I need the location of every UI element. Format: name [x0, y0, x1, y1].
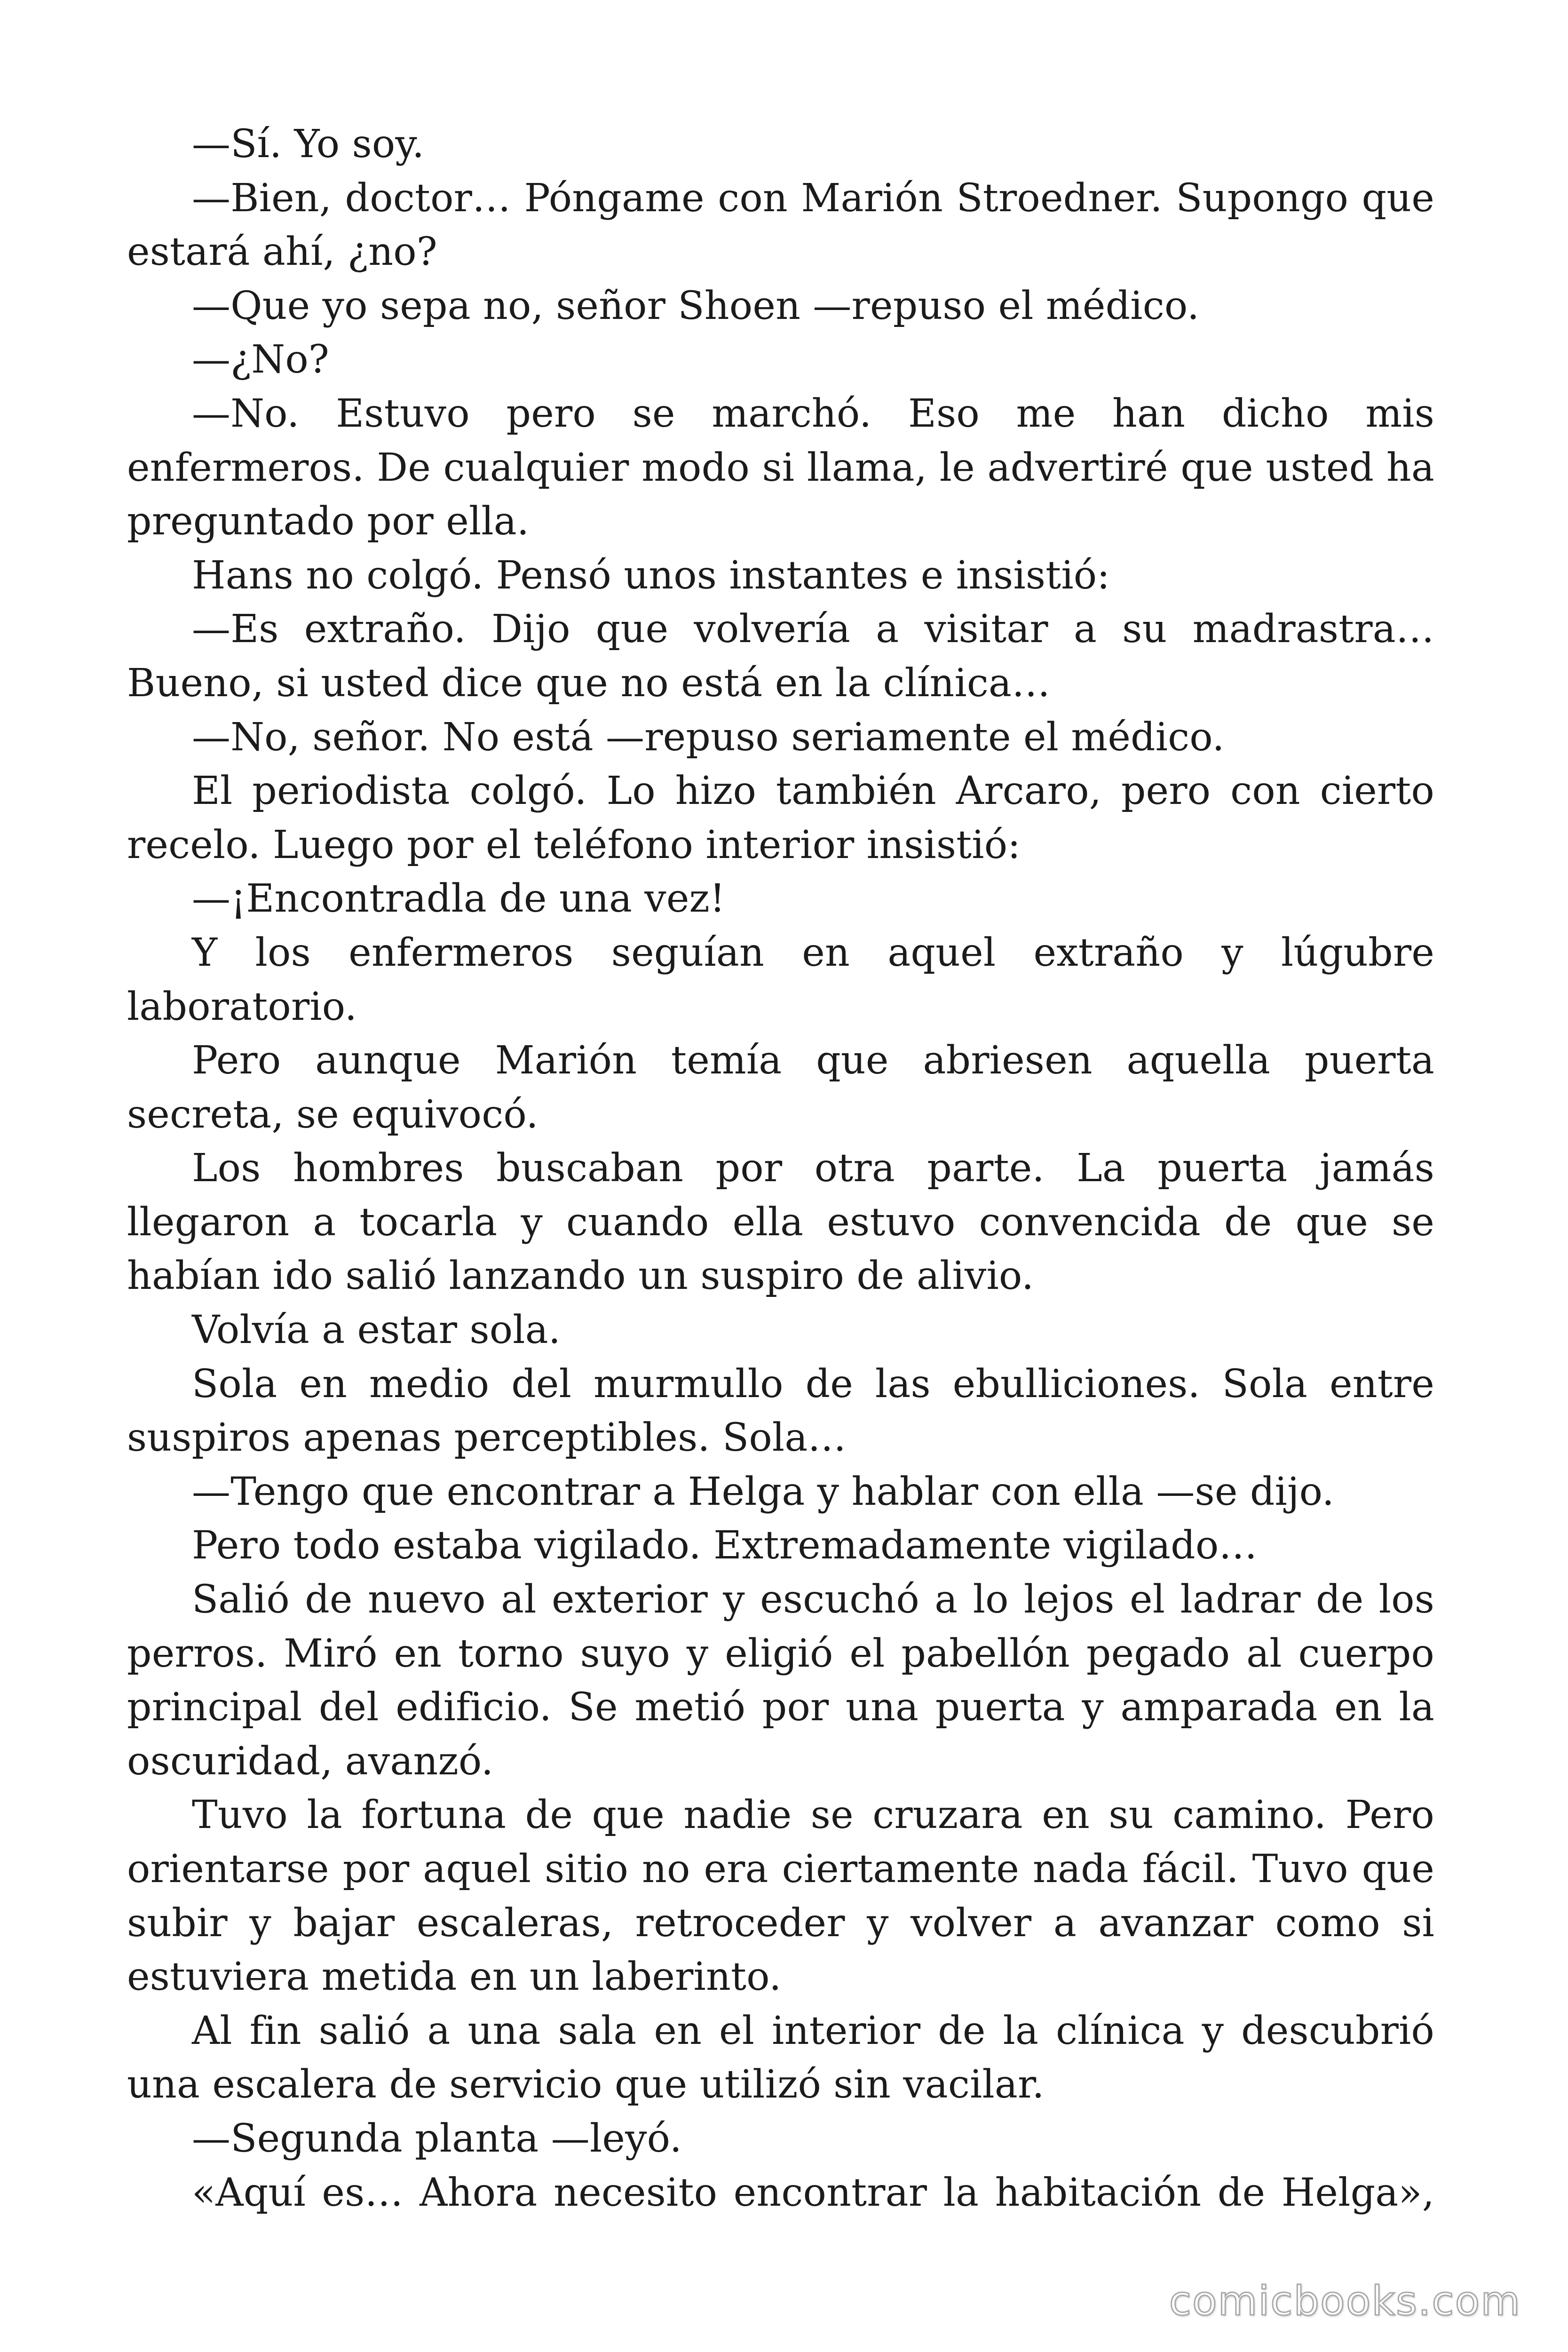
paragraph-16: —Tengo que encontrar a Helga y hablar con ella —se dijo. — [192, 1469, 1334, 1514]
paragraph-6: Hans no colgó. Pensó unos instantes e insistió: — [192, 553, 1110, 598]
paragraph-21: —Segunda planta —leyó. — [192, 2116, 682, 2161]
paragraph-10: —¡Encontradla de una vez! — [192, 876, 726, 922]
paragraph-18: Salió de nuevo al exterior y escuchó a lo lejos el ladrar de los perros. Miró en torno suyo y eligió el pabellón pegado al cuerpo principal del edificio. Se metió por una puerta y amparada en la oscuridad, avanzó. — [127, 1577, 1434, 1784]
paragraph-12: Pero aunque Marión temía que abriesen aquella puerta secreta, se equivocó. — [127, 1038, 1434, 1137]
paragraph-11: Y los enfermeros seguían en aquel extraño y lúgubre laboratorio. — [127, 930, 1434, 1029]
paragraph-15: Sola en medio del murmullo de las ebulliciones. Sola entre suspiros apenas perceptibles. Sola… — [127, 1361, 1434, 1461]
paragraph-13: Los hombres buscaban por otra parte. La puerta jamás llegaron a tocarla y cuando ella estuvo convencida de que se habían ido salió lanzando un suspiro de alivio. — [127, 1146, 1434, 1299]
paragraph-8: —No, señor. No está —repuso seriamente el médico. — [192, 715, 1225, 760]
paragraph-9: El periodista colgó. Lo hizo también Arcaro, pero con cierto recelo. Luego por el teléfono interior insistió: — [127, 769, 1434, 867]
paragraph-19: Tuvo la fortuna de que nadie se cruzara en su camino. Pero orientarse por aquel sitio no era ciertamente nada fácil. Tuvo que subir y bajar escaleras, retroceder y volver a avanzar como si estuviera metida en un laberinto. — [127, 1793, 1434, 2000]
paragraph-20: Al fin salió a una sala en el interior de la clínica y descubrió una escalera de servicio que utilizó sin vacilar. — [127, 2008, 1434, 2107]
watermark-text: comicbooks.com — [1169, 2278, 1521, 2325]
paragraph-17: Pero todo estaba vigilado. Extremadamente vigilado… — [192, 1523, 1258, 1568]
paragraph-14: Volvía a estar sola. — [192, 1308, 561, 1353]
paragraph-2: —Bien, doctor… Póngame con Marión Stroedner. Supongo que estará ahí, ¿no? — [127, 175, 1434, 275]
paragraph-7: —Es extraño. Dijo que volvería a visitar a su madrastra… Bueno, si usted dice que no está en la clínica… — [127, 607, 1434, 706]
paragraph-5: —No. Estuvo pero se marchó. Eso me han dicho mis enfermeros. De cualquier modo si llama, le advertiré que usted ha preguntado por ella. — [127, 391, 1434, 544]
paragraph-3: —Que yo sepa no, señor Shoen —repuso el médico. — [192, 283, 1200, 328]
paragraph-1: —Sí. Yo soy. — [192, 122, 425, 167]
body-text — [127, 118, 1434, 2220]
paragraph-4: —¿No? — [192, 337, 330, 382]
paragraph-22: «Aquí es… Ahora necesito encontrar la habitación de Helga», — [192, 2170, 1434, 2215]
